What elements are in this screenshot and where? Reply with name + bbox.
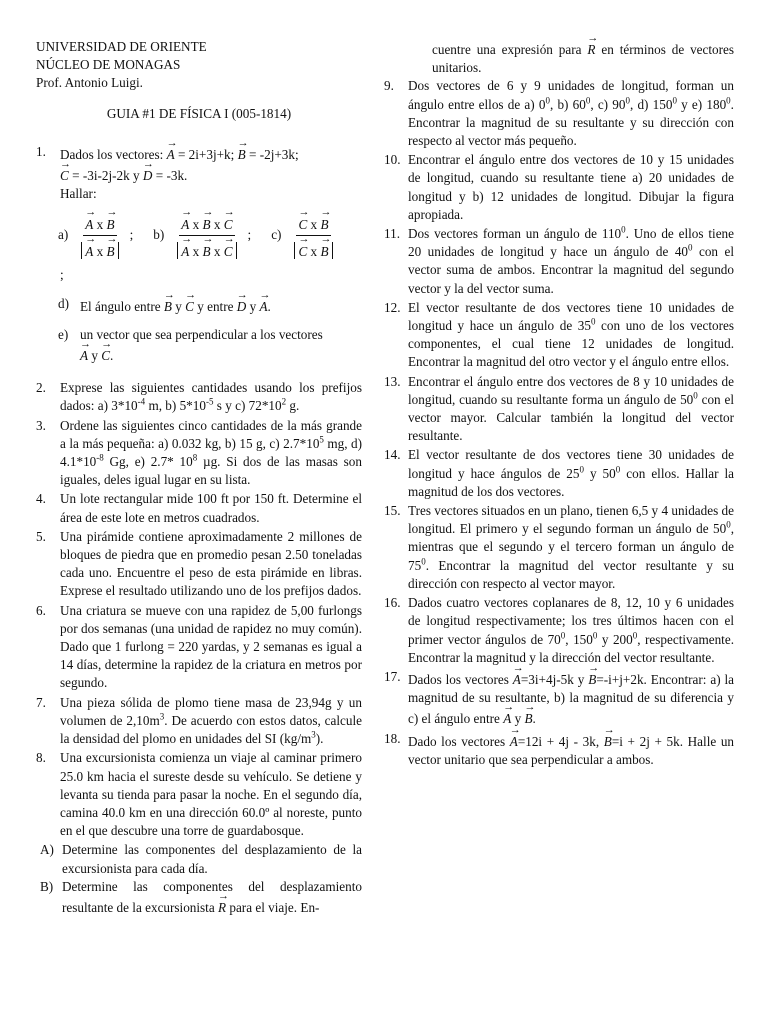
problem-text: Exprese las siguientes cantidades usando los prefijos dados: a) $3*10^{-4}$ m, b) $5*10^{-5}$ s y c) $72*10^2$ g. [60,380,362,414]
fraction-a: → A x → B → A x → B [79,209,120,260]
problem-7: 7. Una pieza sólida de plomo tiene masa de 23,94g y un volumen de $2,10m^3$. De acuerdo con estos datos, calcule la densidad del plomo en unidades del SI $(kg/m^3)$. [36,694,362,749]
problem-17: 17. Dados los vectores → A=3i+4j-5k y → B=-i+j+2k. Encontrar: a) la magnitud de su resultante, b) la magnitud de su diferencia y c) el ángulo entre → A y → B. [384,668,734,729]
problem-text: Tres vectores situados en un plano, tienen 6,5 y 4 unidades de longitud. El primero y el segundo forman un ángulo de $50^0$, mientras que el segundo y el tercero forman un ángulo de $75^0$. Encontrar la magnitud del vector resultante y su dirección con respecto al vector mayor. [408,503,734,591]
left-column [36,38,362,917]
fraction-c-label: c) [271,226,282,242]
problem-number: 1. [36,143,46,159]
fraction-c: → C x → B → C x → B [292,209,334,260]
problem-8-continuation: cuentre una expresión para → R en términos de vectores unitarios. [432,38,734,77]
semicolon-line: ; [60,267,64,283]
guide-title: GUIA #1 DE FÍSICA I (005-1814) [106,105,292,121]
problem-text: Dado los vectores → A=12i + 4j - 3k, → B=i + 2j + 5k. Halle un vector unitario que sea perpendicular a ambos. [408,730,734,769]
problem-18: 18. Dado los vectores → A=12i + 4j - 3k, → B=i + 2j + 5k. Halle un vector unitario que sea perpendicular a ambos. [384,730,734,769]
right-column [384,38,734,770]
problem-text: Encontrar el ángulo entre dos vectores de 10 y 15 unidades de longitud, cuando su resultante tiene a) 20 unidades de longitud y b) 12 unidades de longitud. Dibujar la figura apropiada. [408,152,734,222]
fraction-b: → A x → B x → C → A x → B x → C [175,209,238,260]
problem-text: Dos vectores forman un ángulo de $110^0$. Uno de ellos tiene 20 unidades de longitud y hace un ángulo de $40^0$ con el vector suma de ambos. Encontrar la magnitud del segundo vector y la del vector suma. [408,224,734,296]
fraction-b-label: b) [153,226,165,242]
problem-6: 6. Una criatura se mueve con una rapidez de 5,00 furlongs por dos semanas (una unidad de rapidez no muy común). Dado que 1 furlong = 220 yardas, y 2 semanas es igual a 14 días, determine la rapidez de la criatura en metros por segundo. [36,602,362,693]
problem-text: El vector resultante de dos vectores tiene 30 unidades de longitud y hace ángulos de $25^0$ y $50^0$ con ellos. Hallar la magnitud de los dos vectores. [408,447,735,499]
problem-4: 4. Un lote rectangular mide 100 ft por 150 ft. Determine el área de este lote en metros cuadrados. [36,490,362,526]
problem-3: 3. Ordene las siguientes cinco cantidades de la más grande a la más pequeña: a) 0.032 kg, b) 15 g, c) $2.7*10^5$ mg, d) $4.1*10^{-8}$ Gg, e) 2.7* $10^8$ µg. Si dos de las masas son iguales, deles igual lugar en su lista. [36,417,362,490]
fraction-a-label: a) [58,226,69,242]
hallar-label: Hallar: [60,186,97,202]
problem-text: Dados cuatro vectores coplanares de 8, 12, 10 y 6 unidades de longitud respectivamente; los tres últimos hacen con el primer vector ángulos de $70^0$, $150^0$ y $200^0$, respectivamente. Encontrar la magnitud y la dirección del vector resultante. [408,595,734,665]
campus-name: NÚCLEO DE MONAGAS [36,57,181,73]
problem-12: 12. El vector resultante de dos vectores tiene 10 unidades de longitud y hace un ángulo de $35^0$ con uno de los vectores componentes, el cual tiene 12 unidades de longitud. Encontrar la magnitud del otro vector y el ángulo entre ellos. [384,299,734,372]
problem-text: Encontrar el ángulo entre dos vectores de 8 y 10 unidades de longitud, cuando su resultante forma un ángulo de $50^0$ con el vector mayor. Calcular también la longitud del vector resultante. [408,373,735,444]
problem-text: Una criatura se mueve con una rapidez de 5,00 furlongs por dos semanas (una unidad de rapidez no muy común). Dado que 1 furlong = 220 yardas, y 2 semanas es igual a 14 días, determine la rapidez de la criatura en metros por segundo. [60,602,362,691]
problem-8: 8. Una excursionista comienza un viaje al caminar primero 25.0 km hacia el sureste desde su vehículo. Se detiene y levanta su tienda para pasar la noche. En el segundo día, camina 40.0 km en una dirección 60.0º al noreste, punto en el que descubre una torre de guardabosque. [36,749,362,840]
problem-1-d: d) El ángulo entre → B y → C y entre → D y → A. [58,295,362,316]
problem-15: 15. Tres vectores situados en un plano, tienen 6,5 y 4 unidades de longitud. El primero y el segundo forman un ángulo de $50^0$, mientras que el segundo y el tercero forman un ángulo de $75^0$. Encontrar la magnitud del vector resultante y su dirección con respecto al vector mayor. [384,502,734,593]
problem-14: 14. El vector resultante de dos vectores tiene 30 unidades de longitud y hace ángulos de $25^0$ y $50^0$ con ellos. Hallar la magnitud de los dos vectores. [384,446,734,501]
problem-16: 16. Dados cuatro vectores coplanares de 8, 12, 10 y 6 unidades de longitud respectivamente; los tres últimos hacen con el primer vector ángulos de $70^0$, $150^0$ y $200^0$, respectivamente. Encontrar la magnitud y la dirección del vector resultante. [384,594,734,667]
problem-text: Dados los vectores: → A = 2i+3j+k; → B = -2j+3k; → C = -3i-2j-2k y → D = -3k. Hallar: [60,143,362,204]
problem-11: 11. Dos vectores forman un ángulo de $110^0$. Uno de ellos tiene 20 unidades de longitud y hace un ángulo de $40^0$ con el vector suma de ambos. Encontrar la magnitud del segundo vector y la del vector suma. [384,225,734,298]
problem-text: Ordene las siguientes cinco cantidades de la más grande a la más pequeña: a) 0.032 kg, b) 15 g, c) $2.7*10^5$ mg, d) $4.1*10^{-8}$ Gg, e) 2.7* $10^8$ µg. Si dos de las masas son iguales, deles igual lugar en su lista. [60,417,363,488]
vector-d-symbol: → D [143,164,153,185]
university-name: UNIVERSIDAD DE ORIENTE [36,39,207,54]
problem-5: 5. Una pirámide contiene aproximadamente 2 millones de bloques de piedra que en promedio pesan 2.50 toneladas cada uno. Encuentre el peso de esta pirámide en libras. Exprese el resultado utilizando uno de los prefijos dados. [36,528,362,601]
problem-8-a: A) Determine las componentes del desplazamiento de la excursionista para cada día. [40,842,362,876]
vector-a-symbol: → A [167,143,175,164]
problem-10: 10. Encontrar el ángulo entre dos vectores de 10 y 15 unidades de longitud, cuando su resultante tiene a) 20 unidades de longitud y b) 12 unidades de longitud. Dibujar la figura apropiada. [384,151,734,224]
problem-text: Una pirámide contiene aproximadamente 2 millones de bloques de piedra que en promedio pesan 2.50 toneladas cada uno. Encuentre el peso de esta pirámide en libras. Exprese el resultado utilizando uno de los prefijos dados. [60,528,362,599]
professor-name: Prof. Antonio Luigi. [36,75,143,91]
problem-8-b: B) Determine las componentes del desplazamiento resultante de la excursionista → R para el viaje. En- [40,878,362,917]
problem-2: 2. Exprese las siguientes cantidades usando los prefijos dados: a) $3*10^{-4}$ m, b) $5*10^{-5}$ s y c) $72*10^2$ g. [36,379,362,415]
problem-text: Dados los vectores → A=3i+4j-5k y → B=-i+j+2k. Encontrar: a) la magnitud de su resultante, b) la magnitud de su diferencia y c) el ángulo entre → A y → B. [408,668,734,729]
problem-text: El vector resultante de dos vectores tiene 10 unidades de longitud y hace un ángulo de $35^0$ con uno de los vectores componentes, el cual tiene 12 unidades de longitud. Encontrar la magnitud del otro vector y el ángulo entre ellos. [408,299,735,370]
problem-13: 13. Encontrar el ángulo entre dos vectores de 8 y 10 unidades de longitud, cuando su resultante forma un ángulo de $50^0$ con el vector mayor. Calcular también la longitud del vector resultante. [384,373,734,446]
problem-1-e: e) un vector que sea perpendicular a los vectores → A y → C. [58,326,362,365]
problem-9: 9. Dos vectores de 6 y 9 unidades de longitud, forman un ángulo entre ellos de a) $0^0$, b) $60^0$, c) $90^0$, d) $150^0$ y e) $180^0$. Encontrar la magnitud de su resultante y su dirección con respecto al vector más pequeño. [384,77,734,150]
problem-text: Dos vectores de 6 y 9 unidades de longitud, forman un ángulo entre ellos de a) $0^0$, b) $60^0$, c) $90^0$, d) $150^0$ y e) $180^0$. Encontrar la magnitud de su resultante y su dirección con respecto al vector más pequeño. [408,78,734,149]
vector-b-symbol: → B [238,143,246,164]
problem-text: Una pieza sólida de plomo tiene masa de 23,94g y un volumen de $2,10m^3$. De acuerdo con estos datos, calcule la densidad del plomo en unidades del SI $(kg/m^3)$. [60,694,362,747]
vector-c-symbol: → C [60,164,69,185]
problem-text: Una excursionista comienza un viaje al caminar primero 25.0 km hacia el sureste desde su vehículo. Se detiene y levanta su tienda para pasar la noche. En el segundo día, camina 40.0 km en una dirección 60.0º al noreste, punto en el que descubre una torre de guardabosque. [60,750,362,839]
problem-1 [36,143,362,204]
fraction-row: a) → A x → B → A x → B ; b) → A x → B x → C → A x → B x → C ; c) → C x → B → C x → B [58,209,362,260]
problem-text: Un lote rectangular mide 100 ft por 150 ft. Determine el área de este lote en metros cuadrados. [60,491,362,525]
